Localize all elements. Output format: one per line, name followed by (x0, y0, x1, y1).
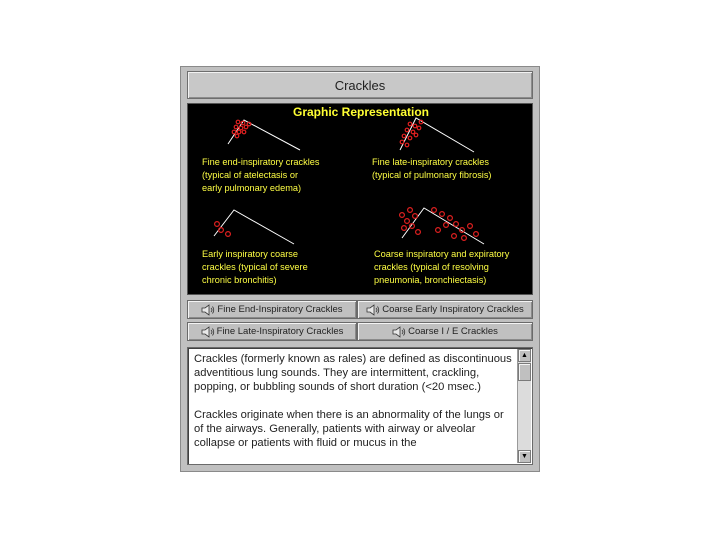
caption-coarse-inspiratory-expiratory: Coarse inspiratory and expiratory crackles (typical of resolving pneumonia, bronchiectasis) (374, 249, 510, 285)
description-text (194, 352, 512, 464)
play-coarse-early-inspiratory-label: Coarse Early Inspiratory Crackles (382, 304, 524, 315)
caption-fine-end-inspiratory: Fine end-inspiratory crackles (typical of atelectasis or early pulmonary edema) (202, 157, 320, 193)
play-fine-end-inspiratory-button[interactable] (187, 300, 357, 319)
play-coarse-ie-label: Coarse I / E Crackles (408, 326, 498, 337)
scroll-up-arrow-icon[interactable]: ▲ (518, 349, 531, 362)
speaker-icon (366, 304, 380, 316)
diagram-fine-late-inspiratory (400, 118, 474, 152)
graphic-title: Graphic Representation (292, 105, 430, 119)
play-coarse-ie-button[interactable] (357, 322, 533, 341)
graphic-representation-panel (187, 103, 533, 295)
crackles-window (180, 66, 540, 472)
caption-early-inspiratory-coarse: Early inspiratory coarse crackles (typical of severe chronic bronchitis) (202, 249, 308, 285)
scroll-thumb[interactable] (518, 363, 531, 381)
play-fine-late-inspiratory-button[interactable] (187, 322, 357, 341)
vertical-scrollbar[interactable] (517, 349, 531, 463)
window-title: Crackles (187, 71, 533, 99)
play-coarse-early-inspiratory-button[interactable] (357, 300, 533, 319)
diagram-fine-end-inspiratory (228, 120, 300, 150)
description-paragraph-1: Crackles (formerly known as rales) are defined as discontinuous adventitious lung sounds. They are intermittent, crackling, popping, or bubbling sounds of short duration (<20 msec.) (194, 353, 512, 393)
speaker-icon (201, 326, 215, 338)
play-fine-late-inspiratory-label: Fine Late-Inspiratory Crackles (216, 326, 344, 337)
description-textbox[interactable] (187, 347, 533, 465)
speaker-icon (201, 304, 215, 316)
description-paragraph-2: Crackles originate when there is an abnormality of the lungs or of the airways. Generally, patients with airway or alveolar collapse or patients with fluid or mucus in the (194, 409, 504, 449)
diagram-early-inspiratory-coarse (214, 210, 294, 244)
scroll-down-arrow-icon[interactable]: ▼ (518, 450, 531, 463)
caption-fine-late-inspiratory: Fine late-inspiratory crackles (typical of pulmonary fibrosis) (372, 157, 492, 180)
play-fine-end-inspiratory-label: Fine End-Inspiratory Crackles (217, 304, 343, 315)
speaker-icon (392, 326, 406, 338)
diagram-coarse-inspiratory-expiratory (400, 208, 484, 244)
